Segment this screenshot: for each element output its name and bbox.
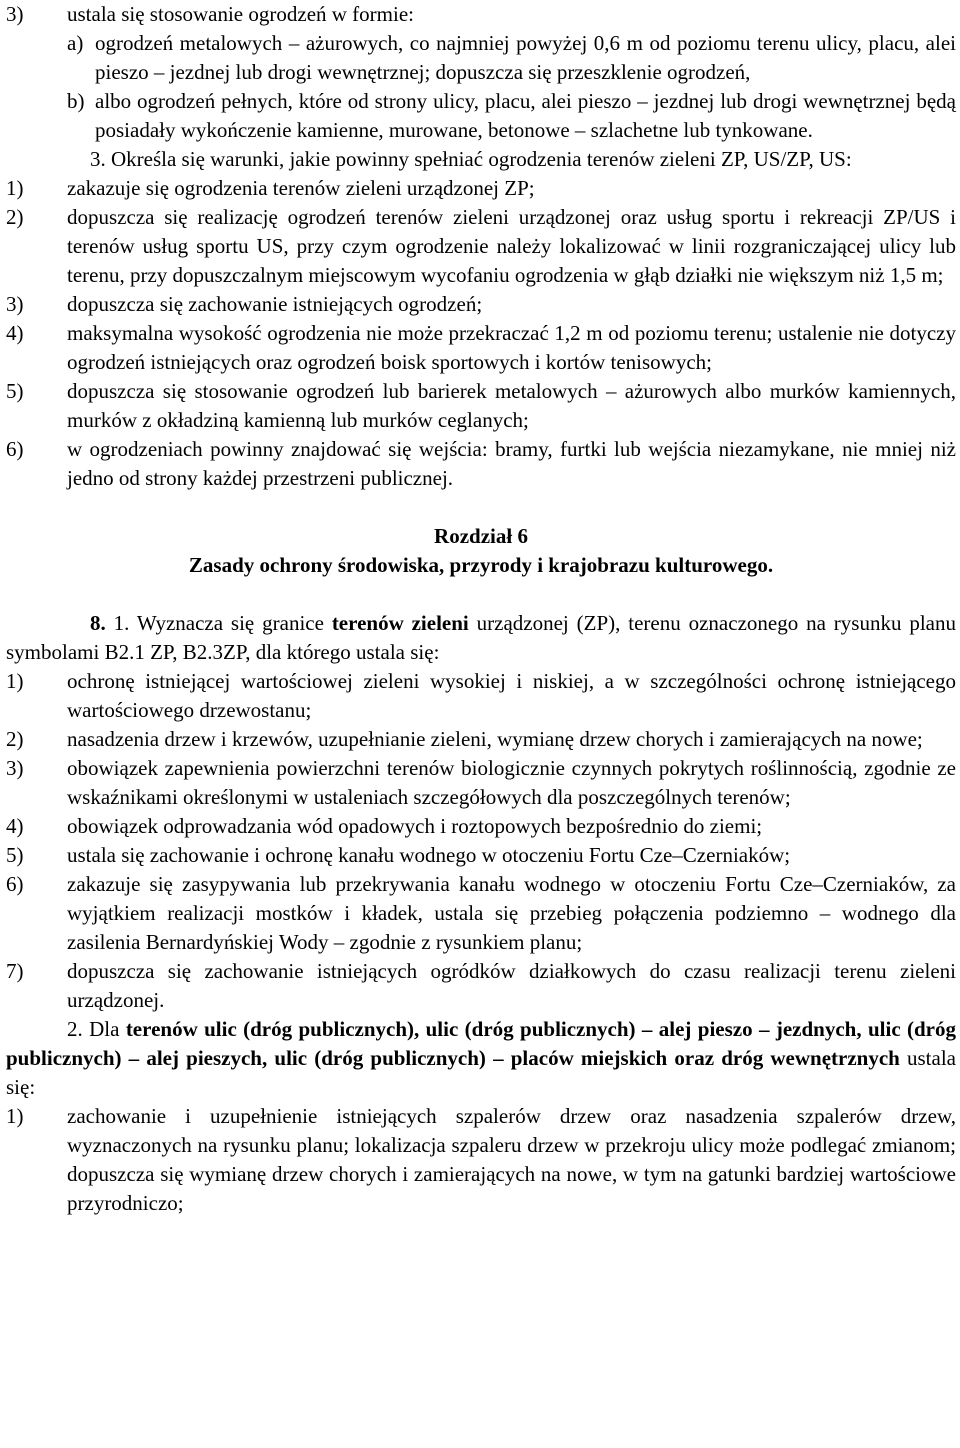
item-number: 1) — [6, 1104, 24, 1128]
sub-item — [6, 29, 956, 87]
item-text: obowiązek zapewnienia powierzchni terenów biologicznie czynnych pokrytych roślinnością, zgodnie ze wskaźnikami określonymi w ustaleniach szczegółowych dla poszczególnych terenów; — [67, 756, 956, 809]
list-item — [6, 174, 956, 203]
list-item — [6, 870, 956, 957]
bold-term: terenów ulic (dróg publicznych), ulic (dróg publicznych) – alej pieszo – jezdnych, ulic (dróg publicznych) – alej pieszych, ulic (dróg publicznych) – placów miejskich oraz dróg wewnętrznych — [6, 1017, 956, 1070]
item-number: 5) — [6, 379, 24, 403]
item-number: 7) — [6, 959, 24, 983]
list-item — [6, 290, 956, 319]
sub-item-text: albo ogrodzeń pełnych, które od strony ulicy, placu, alei pieszo – jezdnej lub drogi wewnętrznej będą posiadały wykończenie kamienne, murowane, betonowe – szlachetne lub tynkowane. — [95, 89, 956, 142]
item-text: ustala się stosowanie ogrodzeń w formie: — [67, 2, 414, 26]
list-item — [6, 754, 956, 812]
list-item — [6, 1102, 956, 1218]
chapter-label: Rozdział 6 — [434, 524, 528, 548]
sub-item-letter: a) — [67, 31, 84, 55]
item-number: 2) — [6, 205, 24, 229]
item-number: 4) — [6, 814, 24, 838]
item-text: dopuszcza się stosowanie ogrodzeń lub barierek metalowych – ażurowych albo murków kamiennych, murków z okładziną kamienną lub murków ceglanych; — [67, 379, 956, 432]
item-text: maksymalna wysokość ogrodzenia nie może przekraczać 1,2 m od poziomu terenu; ustalenie nie dotyczy ogrodzeń istniejących oraz ogrodzeń boisk sportowych i kortów tenisowych; — [67, 321, 956, 374]
item-text: w ogrodzeniach powinny znajdować się wejścia: bramy, furtki lub wejścia niezamykane, nie mniej niż jedno od strony każdej przestrzeni publicznej. — [67, 437, 956, 490]
item-text: dopuszcza się zachowanie istniejących ogródków działkowych do czasu realizacji terenu zieleni urządzonej. — [67, 959, 956, 1012]
list-item — [6, 0, 956, 29]
list-item — [6, 957, 956, 1015]
item-number: 6) — [6, 437, 24, 461]
paragraph-text: urządzonej (ZP), terenu oznaczonego na rysunku planu symbolami B2.1 ZP, B2.3ZP, dla którego ustala się: — [6, 611, 956, 664]
paragraph-number: 1. Wyznacza się granice — [105, 611, 332, 635]
item-text: obowiązek odprowadzania wód opadowych i roztopowych bezpośrednio do ziemi; — [67, 814, 763, 838]
item-text: zakazuje się ogrodzenia terenów zieleni urządzonej ZP; — [67, 176, 535, 200]
sub-item-letter: b) — [67, 89, 85, 113]
bold-term: terenów zieleni — [331, 611, 469, 635]
item-number: 5) — [6, 843, 24, 867]
paragraph-text: ustala się: — [6, 1046, 956, 1099]
item-text: dopuszcza się zachowanie istniejących ogrodzeń; — [67, 292, 483, 316]
list-item — [6, 812, 956, 841]
item-number: 1) — [6, 176, 24, 200]
list-item — [6, 841, 956, 870]
list-item — [6, 319, 956, 377]
item-number: 4) — [6, 321, 24, 345]
item-text: zachowanie i uzupełnienie istniejących szpalerów drzew oraz nasadzenia szpalerów drzew, wyznaczonych na rysunku planu; lokalizacja szpaleru drzew w przekroju ulicy może podlegać zmianom; dopuszcza się wymianę drzew chorych i zamierających na nowe, w tym na gatunki bardziej wartościowe przyrodniczo; — [67, 1104, 956, 1215]
item-text: ochronę istniejącej wartościowej zieleni wysokiej i niskiej, a w szczególności ochronę istniejącego wartościowego drzewostanu; — [67, 669, 956, 722]
list-item — [6, 435, 956, 493]
section-number: 8. — [90, 611, 106, 635]
item-text: nasadzenia drzew i krzewów, uzupełnianie zieleni, wymianę drzew chorych i zamierających na nowe; — [67, 727, 923, 751]
item-number: 2) — [6, 727, 24, 751]
item-text: ustala się zachowanie i ochronę kanału wodnego w otoczeniu Fortu Cze–Czerniaków; — [67, 843, 791, 867]
list-item — [6, 725, 956, 754]
item-number: 6) — [6, 872, 24, 896]
list-item — [6, 377, 956, 435]
sub-item — [6, 87, 956, 145]
paragraph-3: 3. Określa się warunki, jakie powinny spełniać ogrodzenia terenów zieleni ZP, US/ZP, US: — [90, 147, 852, 171]
section-8-paragraph-1 — [6, 609, 956, 667]
section-8-paragraph-2 — [6, 1015, 956, 1102]
item-number: 3) — [6, 2, 24, 26]
list-item — [6, 203, 956, 290]
item-number: 1) — [6, 669, 24, 693]
sub-item-text: ogrodzeń metalowych – ażurowych, co najmniej powyżej 0,6 m od poziomu terenu ulicy, placu, alei pieszo – jezdnej lub drogi wewnętrznej; dopuszcza się przeszklenie ogrodzeń, — [95, 31, 956, 84]
item-text: dopuszcza się realizację ogrodzeń terenów zieleni urządzonej oraz usług sportu i rekreacji ZP/US i terenów usług sportu US, przy czym ogrodzenie należy lokalizować w linii rozgraniczającej ulicy lub terenu, przy dopuszczalnym miejscowym wycofaniu ogrodzenia w głąb działki nie większym niż 1,5 m; — [67, 205, 956, 287]
item-number: 3) — [6, 756, 24, 780]
list-item — [6, 667, 956, 725]
document-page — [6, 0, 956, 1218]
item-number: 3) — [6, 292, 24, 316]
item-text: zakazuje się zasypywania lub przekrywania kanału wodnego w otoczeniu Fortu Cze–Czerniaków, za wyjątkiem realizacji mostków i kładek, ustala się przebieg połączenia podziemno – wodnego dla zasilenia Bernardyńskiej Wody – zgodnie z rysunkiem planu; — [67, 872, 956, 954]
paragraph-number: 2. Dla — [67, 1017, 126, 1041]
chapter-title: Zasady ochrony środowiska, przyrody i krajobrazu kulturowego. — [188, 553, 774, 577]
